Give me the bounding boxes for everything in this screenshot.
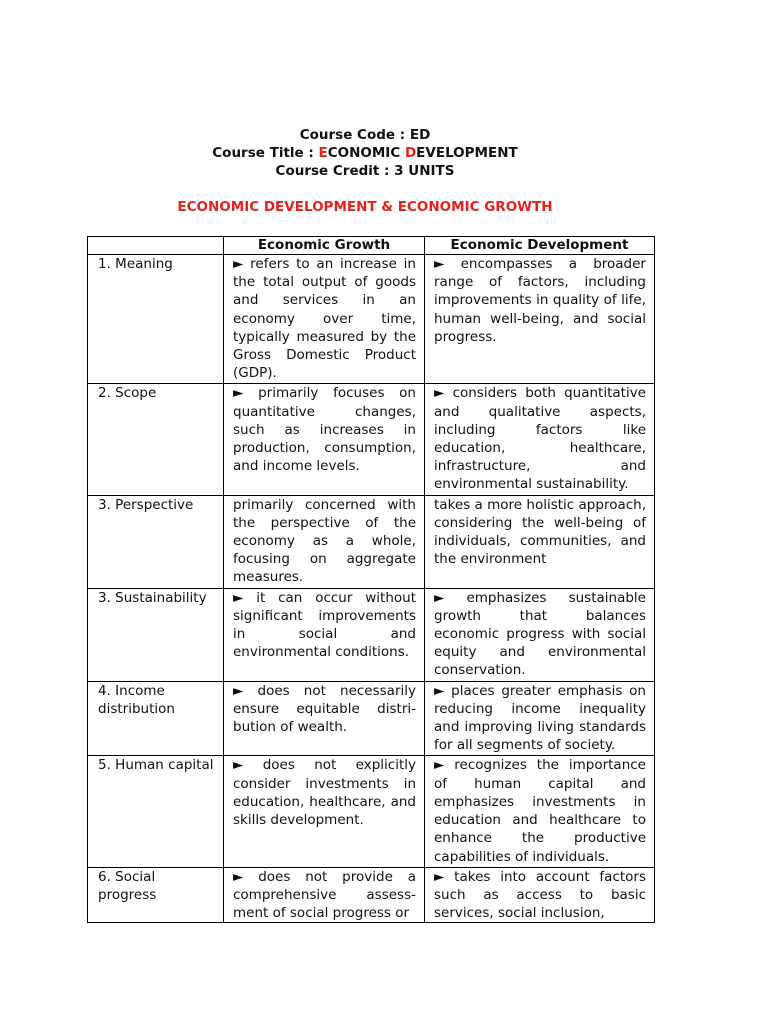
row-label-text: 6. Social progress bbox=[98, 868, 157, 903]
row-label: 1. Meaning bbox=[88, 255, 224, 384]
row-label: 2. Scope bbox=[88, 384, 224, 495]
growth-cell: primarily concerned with the perspective of the economy as a whole, focusing on aggregate measures. bbox=[224, 495, 425, 588]
growth-cell: ► refers to an increase in the total output of goods and services in an economy over time, typically measured by the Gross Domestic Product (GDP). bbox=[224, 255, 425, 384]
course-code: Course Code : ED bbox=[299, 127, 431, 143]
table-header-row bbox=[88, 237, 655, 255]
growth-cell bbox=[224, 867, 425, 922]
table-row bbox=[88, 588, 655, 681]
table-row bbox=[88, 756, 655, 867]
development-cell-text: ► takes into account factors such as access to basic services, social inclusion, bbox=[434, 868, 646, 922]
course-title-initial-d: D bbox=[404, 145, 417, 161]
header-economic-growth: Economic Growth bbox=[224, 237, 425, 255]
growth-cell: ► primarily focuses on quantitative changes, such as increases in production, consumption, and income levels. bbox=[224, 384, 425, 495]
course-title bbox=[0, 144, 730, 162]
table-row bbox=[88, 384, 655, 495]
row-label: 3. Perspective bbox=[88, 495, 224, 588]
growth-cell: ► it can occur without significant improvements in social and environmental conditions. bbox=[224, 588, 425, 681]
growth-cell: ► does not necessarily ensure equitable distri-bution of wealth. bbox=[224, 681, 425, 756]
development-cell: ► recognizes the importance of human capital and emphasizes investments in education and healthcare to enhance the productive capabilities of individuals. bbox=[425, 756, 655, 867]
row-label: 5. Human capital bbox=[88, 756, 224, 867]
development-cell: ► emphasizes sustainable growth that balances economic progress with social equity and environmental conservation. bbox=[425, 588, 655, 681]
development-cell: ► considers both quantitative and qualitative aspects, including factors like education, healthcare, infrastructure, and environmental sustainability. bbox=[425, 384, 655, 495]
row-label bbox=[88, 867, 224, 922]
table-row bbox=[88, 681, 655, 756]
section-heading: ECONOMIC DEVELOPMENT & ECONOMIC GROWTH bbox=[177, 199, 553, 215]
growth-cell-text: ► does not provide a comprehensive assess-ment of social progress or bbox=[233, 868, 416, 922]
row-label: 4. Income distribution bbox=[88, 681, 224, 756]
development-cell: takes a more holistic approach, considering the well-being of individuals, communities, and the environment bbox=[425, 495, 655, 588]
development-cell bbox=[425, 867, 655, 922]
growth-cell: ► does not explicitly consider investments in education, healthcare, and skills development. bbox=[224, 756, 425, 867]
comparison-table bbox=[87, 236, 655, 923]
course-title-word-1: CONOMIC bbox=[327, 145, 405, 161]
course-header bbox=[0, 126, 730, 180]
table-row bbox=[88, 867, 655, 922]
course-credit: Course Credit : 3 UNITS bbox=[275, 163, 455, 179]
header-economic-development: Economic Development bbox=[425, 237, 655, 255]
table-row bbox=[88, 255, 655, 384]
course-title-prefix: Course Title : bbox=[212, 145, 319, 161]
header-empty-cell bbox=[88, 237, 224, 255]
course-title-initial-e: E bbox=[318, 145, 328, 161]
course-title-word-2: EVELOPMENT bbox=[416, 145, 518, 161]
table-row bbox=[88, 495, 655, 588]
row-label: 3. Sustainability bbox=[88, 588, 224, 681]
development-cell: ► places greater emphasis on reducing income inequality and improving living standards for all segments of society. bbox=[425, 681, 655, 756]
development-cell: ► encompasses a broader range of factors, including improvements in quality of life, human well-being, and social progress. bbox=[425, 255, 655, 384]
